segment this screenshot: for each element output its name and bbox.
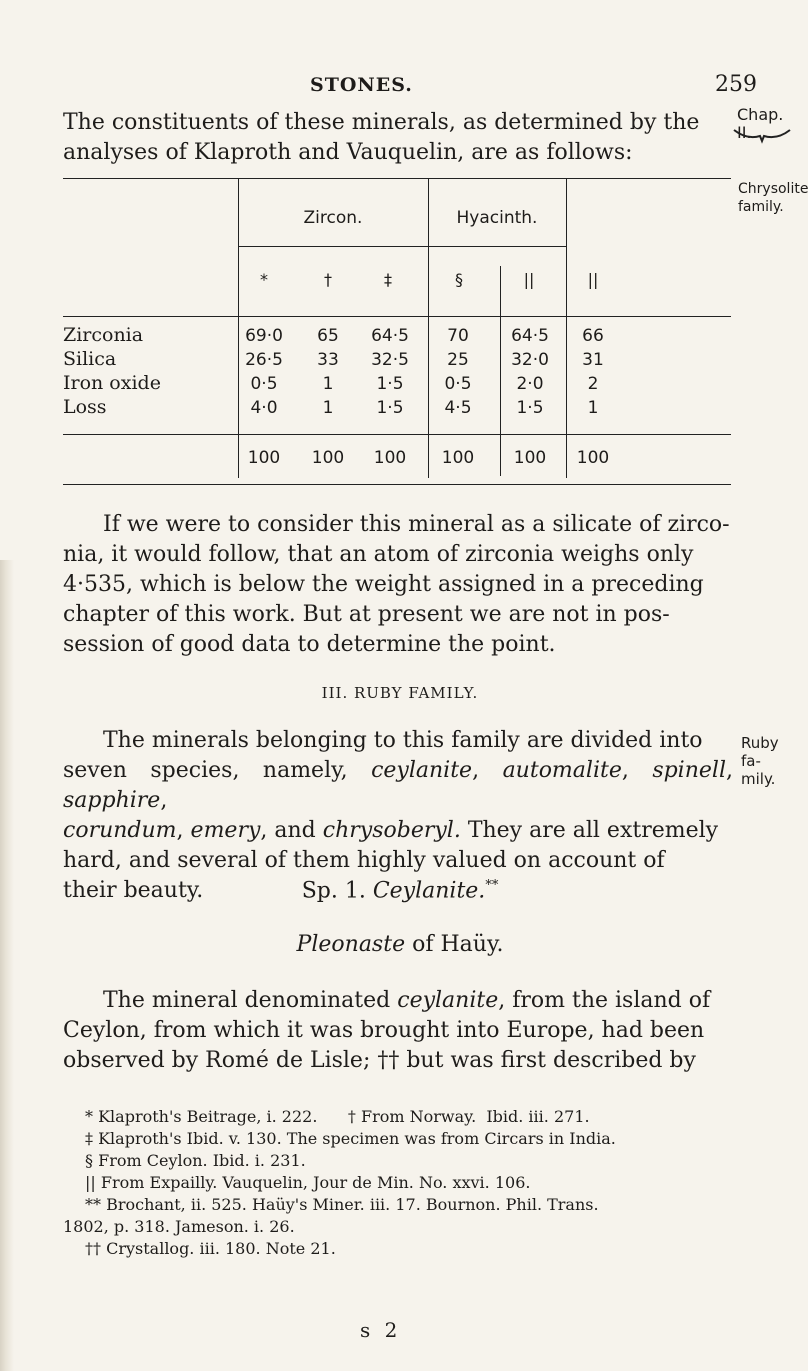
paragraph-line: [63, 986, 743, 1016]
species-name: sapphire: [63, 788, 161, 813]
col-symbol: †: [324, 270, 332, 289]
species-title: Ceylanite.: [372, 878, 486, 904]
intro-line-2: analyses of Klaproth and Vauquelin, are as follows:: [63, 140, 633, 165]
table-cell: 65: [317, 326, 339, 346]
table-total: 100: [576, 448, 610, 468]
group-zircon: Zircon.: [303, 208, 363, 228]
paragraph-silicate: [63, 510, 743, 660]
table-total: 100: [247, 448, 281, 468]
term: ceylanite: [397, 988, 499, 1013]
paragraph-line: session of good data to determine the point.: [63, 632, 556, 657]
paragraph-line: If we were to consider this mineral as a silicate of zirco-: [103, 512, 730, 537]
margin-chapter: Chap. II.: [737, 105, 784, 142]
table-cell: 32·5: [371, 350, 409, 370]
table-total: 100: [441, 448, 475, 468]
table-cell: 0·5: [250, 374, 278, 394]
species-name: chrysoberyl.: [322, 818, 461, 843]
table-total: 100: [513, 448, 547, 468]
table-cell: 64·5: [511, 326, 549, 346]
table-cell: 1: [322, 374, 334, 394]
paragraph-line: their beauty.: [63, 878, 204, 903]
table-cell: 2·0: [516, 374, 544, 394]
footnote: § From Ceylon. Ibid. i. 231.: [85, 1151, 306, 1170]
footnote: ** Brochant, ii. 525. Haüy's Miner. iii. 17. Bournon. Phil. Trans.: [85, 1195, 599, 1214]
table-cell: 70: [447, 326, 469, 346]
footnote: ‡ Klaproth's Ibid. v. 130. The specimen was from Circars in India.: [85, 1129, 616, 1148]
col-symbol: §: [455, 270, 463, 289]
table-cell: 25: [447, 350, 469, 370]
synonym-name: Pleonaste: [296, 932, 406, 957]
text-run: They are all extremely: [460, 818, 719, 843]
table-rule-totals: [63, 434, 731, 435]
species-prefix: Sp. 1.: [301, 878, 373, 904]
text-run: The mineral denominated: [103, 988, 398, 1013]
table-vline: [500, 266, 501, 476]
page-gutter-shadow: [0, 560, 14, 1371]
table-rule-bottom: [63, 484, 731, 485]
text-run: , and: [260, 818, 323, 843]
group-hyacinth: Hyacinth.: [456, 208, 538, 228]
species-name: corundum: [63, 818, 177, 843]
paragraph-line: corundum, emery, and chrysoberyl. They are all extremely: [63, 818, 719, 843]
text-run: seven species, namely,: [63, 758, 372, 783]
table-cell: 1·5: [376, 374, 404, 394]
col-symbol: *: [260, 270, 268, 289]
paragraph-line: seven species, namely, ceylanite, automalite, spinell, sapphire,: [63, 758, 733, 813]
table-cell: 0·5: [444, 374, 472, 394]
table-cell: 31: [582, 350, 604, 370]
species-name: ceylanite: [371, 758, 473, 783]
margin-chrysolite-line-1: Chrysolite: [738, 181, 808, 197]
table-cell: 64·5: [371, 326, 409, 346]
paragraph-line: observed by Romé de Lisle; †† but was first described by: [63, 1048, 696, 1073]
table-rule-top: [63, 178, 731, 179]
synonym-heading: [0, 932, 800, 957]
table-rule-header: [63, 316, 731, 317]
table-total: 100: [373, 448, 407, 468]
paragraph-line: Ceylon, from which it was brought into Europe, had been: [63, 1018, 705, 1043]
text-run: , from the island of: [498, 988, 711, 1013]
margin-chrysolite-line-2: family.: [738, 199, 784, 215]
table-cell: 4·0: [250, 398, 278, 418]
col-symbol: ||: [523, 270, 535, 289]
table-cell: 4·5: [444, 398, 472, 418]
footnote: †† Crystallog. iii. 180. Note 21.: [85, 1239, 336, 1258]
species-name: automalite: [502, 758, 622, 783]
species-name: spinell: [652, 758, 726, 783]
table-vline: [566, 178, 567, 478]
hyacinth-group-rule: [428, 246, 566, 247]
margin-chrysolite: [738, 180, 808, 216]
col-symbol: ||: [587, 270, 599, 289]
intro-line-1: The constituents of these minerals, as determined by the: [63, 110, 700, 135]
running-head: [0, 74, 800, 104]
page-number: 259: [715, 72, 757, 97]
section-heading: III. RUBY FAMILY.: [321, 684, 479, 702]
analysis-table: [63, 178, 733, 498]
table-cell: 1: [587, 398, 599, 418]
paragraph-line: nia, it would follow, that an atom of zirconia weighs only: [63, 542, 694, 567]
paragraph-line: The minerals belonging to this family are divided into: [103, 728, 703, 753]
table-cell: 1·5: [516, 398, 544, 418]
species-heading: [0, 878, 800, 903]
brace-ornament: [732, 128, 792, 142]
paragraph-ceylanite: [63, 986, 743, 1076]
paragraph-line: hard, and several of them highly valued on account of: [63, 848, 665, 873]
footnote: || From Expailly. Vauquelin, Jour de Min. No. xxvi. 106.: [85, 1173, 531, 1192]
table-cell: 2: [587, 374, 599, 394]
paragraph-line: 4·535, which is below the weight assigned in a preceding: [63, 572, 704, 597]
signature-mark: s 2: [360, 1318, 402, 1342]
table-cell: 33: [317, 350, 339, 370]
margin-ruby-line-2: mily.: [741, 770, 776, 788]
running-head-title: STONES.: [310, 74, 413, 96]
table-cell: 26·5: [245, 350, 283, 370]
zircon-group-rule: [238, 246, 428, 247]
col-symbol: ‡: [384, 270, 392, 289]
row-label: Silica: [63, 348, 117, 370]
table-cell: 1: [322, 398, 334, 418]
table-total: 100: [311, 448, 345, 468]
synonym-suffix: of Haüy.: [405, 932, 504, 957]
margin-ruby: [741, 734, 800, 788]
table-cell: 66: [582, 326, 604, 346]
row-label: Zirconia: [63, 324, 144, 346]
margin-ruby-line-1: Ruby fa-: [741, 734, 779, 770]
row-label: Iron oxide: [63, 372, 161, 394]
footnote: * Klaproth's Beitrage, i. 222. † From Norway. Ibid. iii. 271.: [85, 1107, 590, 1126]
species-name: emery: [190, 818, 261, 843]
table-cell: 1·5: [376, 398, 404, 418]
table-cell: 32·0: [511, 350, 549, 370]
paragraph-line: chapter of this work. But at present we are not in pos-: [63, 602, 670, 627]
intro-text: [63, 108, 723, 168]
footnote: 1802, p. 318. Jameson. i. 26.: [63, 1217, 295, 1236]
row-label: Loss: [63, 396, 107, 418]
footnote-ref: **: [485, 878, 499, 893]
table-cell: 69·0: [245, 326, 283, 346]
